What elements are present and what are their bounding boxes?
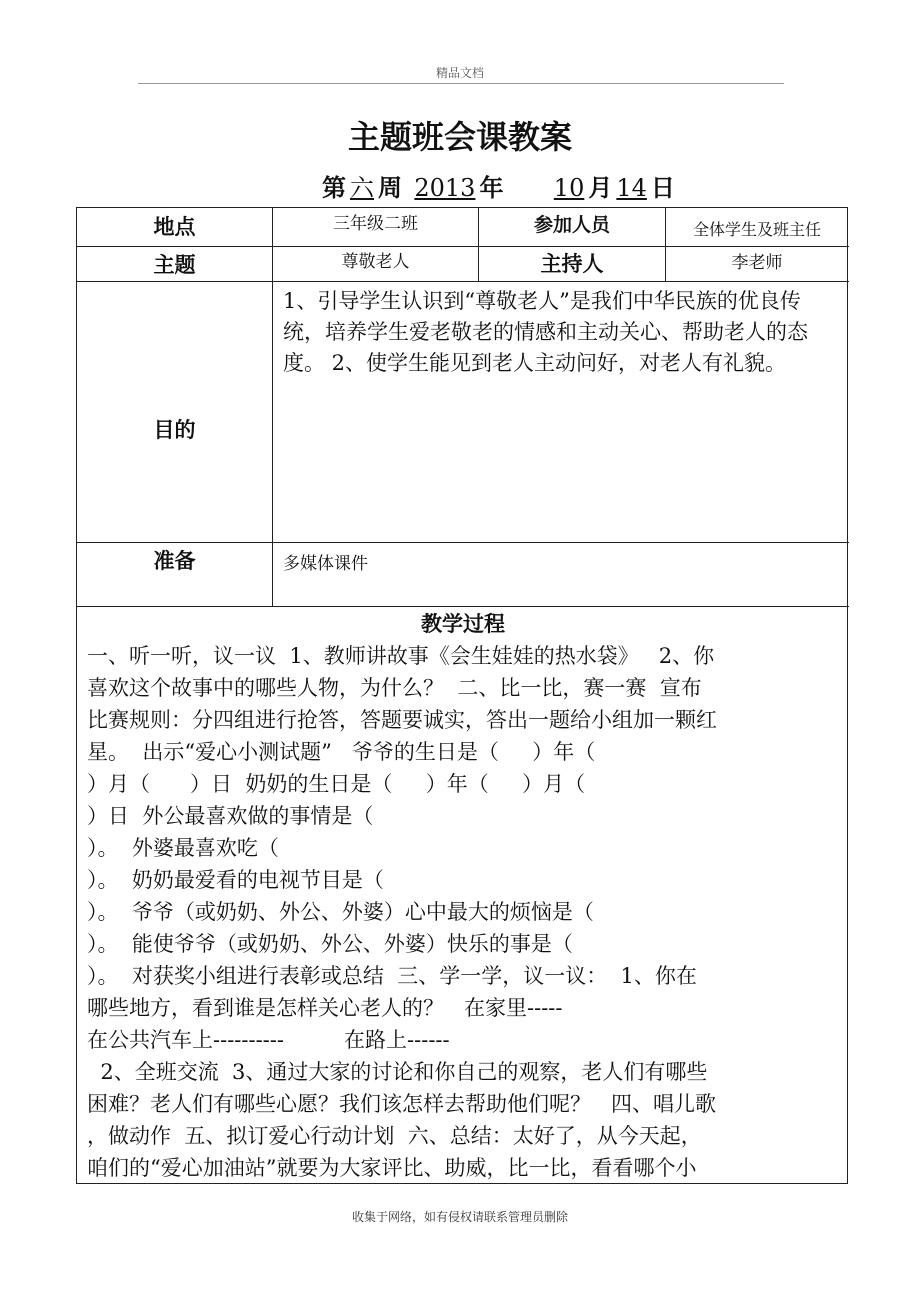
- process-title: 教学过程: [421, 612, 505, 636]
- process-line: 一、听一听，议一议 1、教师讲故事《会生娃娃的热水袋》 2、你: [87, 644, 715, 668]
- process-line: ）。 外婆最喜欢吃（: [87, 836, 279, 860]
- location-value: 三年级二班: [333, 214, 418, 234]
- host-value: 李老师: [731, 253, 783, 273]
- process-line: 在公共汽车上---------- 在路上------: [87, 1028, 450, 1052]
- host-label: 主持人: [540, 252, 604, 276]
- process-line: 星。 出示“爱心小测试题” 爷爷的生日是（ ）年（: [87, 740, 596, 764]
- page-title: 主题班会课教案: [347, 118, 572, 156]
- year-value: 2013: [414, 174, 476, 202]
- week-suffix: 周: [378, 173, 402, 202]
- day-suffix: 日: [650, 173, 675, 202]
- theme-value: 尊敬老人: [341, 252, 410, 272]
- process-line: 哪些地方，看到谁是怎样关心老人的？ 在家里-----: [87, 996, 563, 1020]
- location-label: 地点: [153, 215, 196, 239]
- lesson-plan-table: [76, 207, 848, 1184]
- process-line: 喜欢这个故事中的哪些人物，为什么？ 二、比一比，赛一赛 宣布: [87, 676, 702, 700]
- year-suffix: 年: [479, 173, 504, 202]
- process-line: ）。 爷爷（或奶奶、外公、外婆）心中最大的烦恼是（: [87, 900, 594, 924]
- process-line: 咱们的“爱心加油站”就要为大家评比、助威，比一比，看看哪个小: [87, 1156, 697, 1180]
- preparation-label: 准备: [153, 549, 196, 573]
- purpose-label: 目的: [153, 418, 196, 442]
- process-line: ）月（ ）日 奶奶的生日是（ ）年（ ）月（: [87, 772, 586, 796]
- month-value: 10: [553, 174, 585, 202]
- process-line: ）。 能使爷爷（或奶奶、外公、外婆）快乐的事是（: [87, 932, 573, 956]
- participants-value: 全体学生及班主任: [692, 220, 821, 239]
- process-line: ）。 奶奶最爱看的电视节目是（: [87, 868, 384, 892]
- participants-label: 参加人员: [533, 214, 610, 236]
- process-line: 比赛规则：分四组进行抢答，答题要诚实，答出一题给小组加一颗红: [87, 708, 717, 732]
- purpose-text: 1、引导学生认识到“尊敬老人”是我们中华民族的优良传统，培养学生爱老敬老的情感和主动关心、帮助老人的态度。 2、使学生能见到老人主动问好，对老人有礼貌。: [283, 289, 808, 375]
- header-label: 精品文档: [435, 66, 484, 80]
- process-text: [77, 640, 849, 1184]
- month-suffix: 月: [588, 173, 613, 202]
- week-prefix: 第: [322, 173, 346, 202]
- process-line: ，做动作 五、拟订爱心行动计划 六、总结：太好了，从今天起，: [87, 1124, 702, 1148]
- process-line: 困难？老人们有哪些心愿？我们该怎样去帮助他们呢？ 四、唱儿歌: [87, 1092, 717, 1116]
- process-line: ）。 对获奖小组进行表彰或总结 三、学一学，议一议： 1、你在: [87, 964, 697, 988]
- preparation-text: 多媒体课件: [283, 554, 368, 574]
- process-line: 2、全班交流 3、通过大家的讨论和你自己的观察，老人们有哪些: [87, 1060, 708, 1084]
- process-line: ）日 外公最喜欢做的事情是（: [87, 804, 374, 828]
- date-line: [322, 168, 675, 203]
- week-value: 六: [350, 174, 374, 202]
- day-value: 14: [616, 174, 647, 202]
- footer-note: 收集于网络，如有侵权请联系管理员删除: [351, 1210, 568, 1224]
- header-divider: [138, 83, 784, 84]
- theme-label: 主题: [153, 253, 196, 277]
